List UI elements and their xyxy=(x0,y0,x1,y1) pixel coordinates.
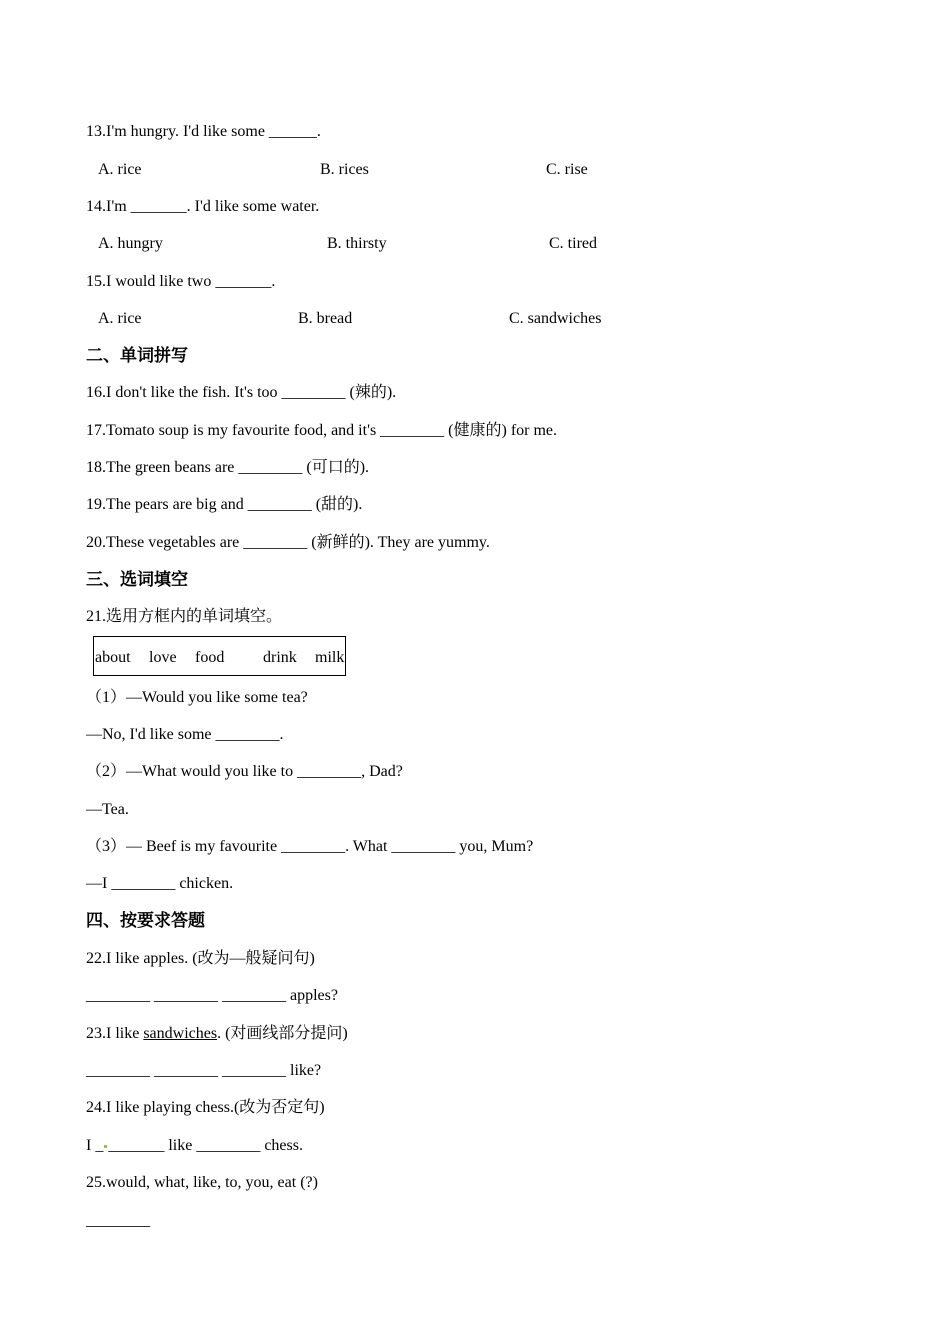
section-4-heading: 四、按要求答题 xyxy=(86,911,205,931)
question-13-option-a: A. rice xyxy=(98,161,142,178)
question-23-answer: ________ ________ ________ like? xyxy=(86,1062,322,1079)
word-box-item: food xyxy=(195,649,225,666)
question-23-stem-post: . (对画线部分提问) xyxy=(217,1025,348,1042)
question-24-stem: 24.I like playing chess.(改为否定句) xyxy=(86,1099,325,1116)
question-15-stem: 15.I would like two _______. xyxy=(86,273,276,290)
question-14-option-c: C. tired xyxy=(549,235,597,252)
question-15-option-c: C. sandwiches xyxy=(509,310,602,327)
question-22-stem: 22.I like apples. (改为—般疑问句) xyxy=(86,950,315,967)
word-box-item: about xyxy=(95,649,131,666)
section-3-heading: 三、选词填空 xyxy=(86,570,188,590)
question-15-option-b: B. bread xyxy=(298,310,353,327)
question-14-option-b: B. thirsty xyxy=(327,235,387,252)
word-box-item: milk xyxy=(315,649,345,666)
question-13-option-c: C. rise xyxy=(546,161,588,178)
marker-dot-icon xyxy=(104,1145,107,1148)
question-24-answer-pre: I _ xyxy=(86,1137,104,1154)
word-box-item: drink xyxy=(263,649,297,666)
question-16: 16.I don't like the fish. It's too ________ (辣的). xyxy=(86,384,397,401)
question-24-answer-post: _______ like ________ chess. xyxy=(108,1137,303,1154)
word-box-item: love xyxy=(149,649,177,666)
question-14-option-a: A. hungry xyxy=(98,235,163,252)
question-25-stem: 25.would, what, like, to, you, eat (?) xyxy=(86,1174,318,1191)
question-21-line-5: （3）— Beef is my favourite ________. What ________ you, Mum? xyxy=(86,838,534,855)
question-21-line-2: —No, I'd like some ________. xyxy=(86,726,284,743)
question-23-underlined-word: sandwiches xyxy=(143,1025,218,1042)
question-18: 18.The green beans are ________ (可口的). xyxy=(86,459,370,476)
question-17: 17.Tomato soup is my favourite food, and it's ________ (健康的) for me. xyxy=(86,422,558,439)
question-24-answer xyxy=(86,1136,303,1156)
question-14-stem: 14.I'm _______. I'd like some water. xyxy=(86,198,320,215)
question-21-line-3: （2）—What would you like to ________, Dad? xyxy=(86,763,403,780)
question-21-stem: 21.选用方框内的单词填空。 xyxy=(86,608,283,625)
question-21-line-4: —Tea. xyxy=(86,801,129,818)
question-13-option-b: B. rices xyxy=(320,161,369,178)
section-2-heading: 二、单词拼写 xyxy=(86,346,188,366)
question-13-stem: 13.I'm hungry. I'd like some ______. xyxy=(86,123,321,140)
question-23-stem-pre: 23.I like xyxy=(86,1025,144,1042)
question-20: 20.These vegetables are ________ (新鲜的). They are yummy. xyxy=(86,534,490,551)
question-23-stem xyxy=(86,1024,348,1044)
word-box xyxy=(93,636,346,676)
question-21-line-1: （1）—Would you like some tea? xyxy=(86,689,308,706)
question-19: 19.The pears are big and ________ (甜的). xyxy=(86,496,363,513)
question-15-option-a: A. rice xyxy=(98,310,142,327)
question-25-answer: ________ xyxy=(86,1212,150,1229)
question-21-line-6: —I ________ chicken. xyxy=(86,875,234,892)
question-22-answer: ________ ________ ________ apples? xyxy=(86,987,338,1004)
